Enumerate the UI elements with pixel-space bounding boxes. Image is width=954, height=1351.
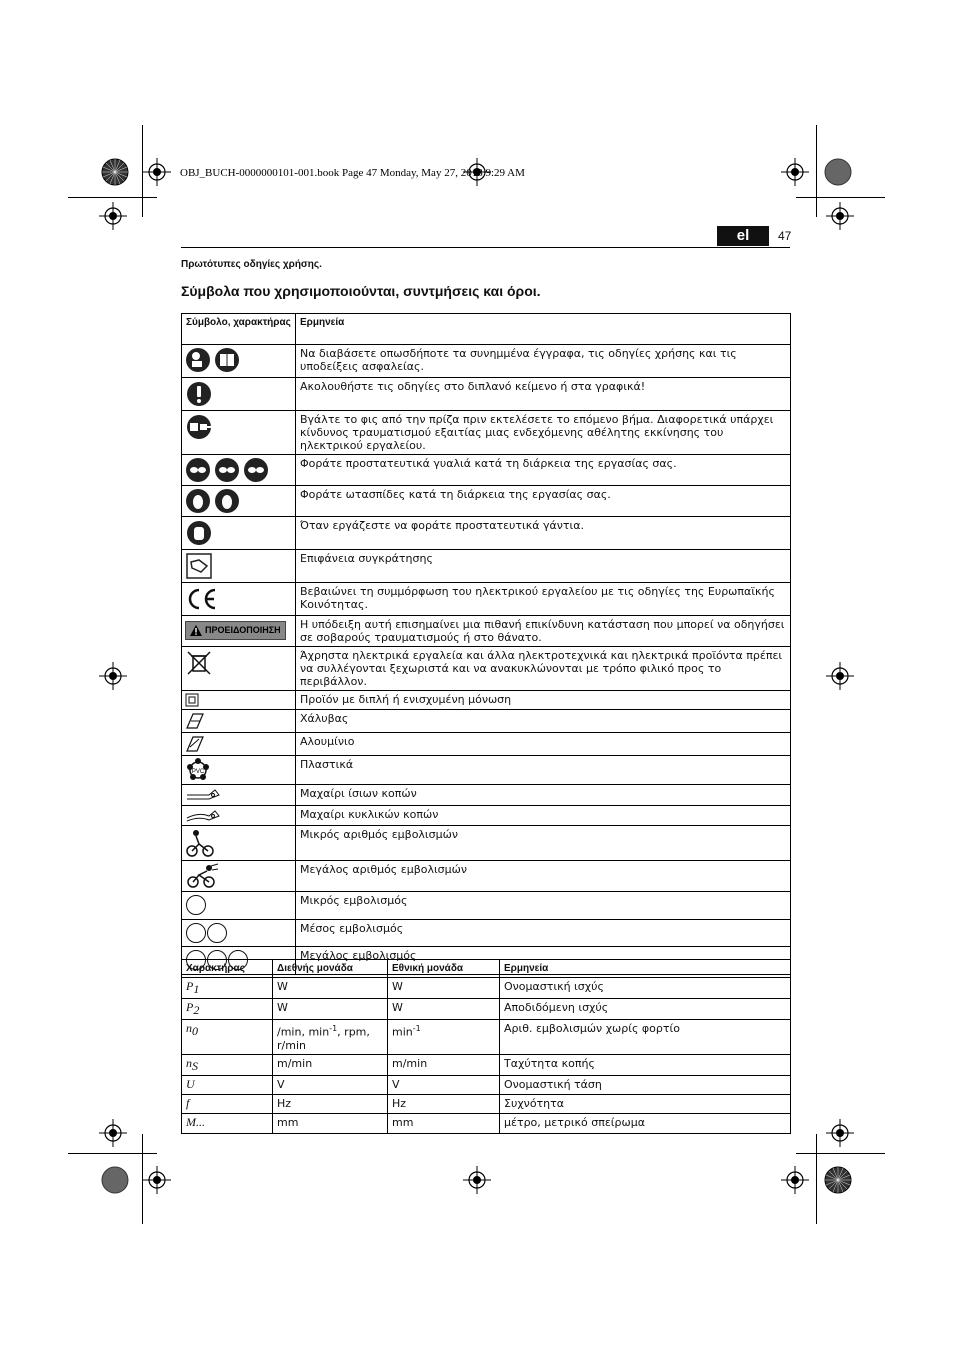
double-insulation-icon	[182, 691, 296, 710]
language-badge: el	[717, 226, 769, 246]
unit-international: W	[273, 978, 388, 999]
header-symbol: Σύμβολο, χαρακτήρας	[182, 314, 296, 345]
book-file-header: OBJ_BUCH-0000000101-001.book Page 47 Monday, May 27, 2013 9:29 AM	[180, 167, 525, 179]
gloves-icon	[182, 517, 296, 550]
symbol-row	[182, 920, 791, 947]
two-circles-icon	[182, 920, 296, 947]
symbol-row	[182, 486, 791, 517]
unit-row	[182, 1095, 791, 1114]
ear-protection-icons	[182, 486, 296, 517]
symbol-meaning: Η υπόδειξη αυτή επισημαίνει μια πιθανή επικίνδυνη κατάσταση που μπορεί να οδηγήσει σε σοβαρούς τραυματισμούς ή στο θάνατο.	[296, 616, 791, 647]
header-intl-unit: Διεθνής μονάδα	[273, 960, 388, 978]
unit-national: $\min^{-1}$	[388, 1020, 500, 1055]
warning-label-text: ΠΡΟΕΙΔΟΠΟΙΗΣΗ	[205, 625, 281, 635]
symbol-meaning: Άχρηστα ηλεκτρικά εργαλεία και άλλα ηλεκτροτεχνικά και ηλεκτρικά προϊόντα πρέπει να συλλέγονται ξεχωριστά και να ανακυκλώνονται με τρόπο φιλικό προς το περιβάλλον.	[296, 647, 791, 691]
symbol-meaning: Μεγάλος αριθμός εμβολισμών	[296, 861, 791, 892]
symbol-row	[182, 517, 791, 550]
page-number: 47	[778, 229, 792, 243]
unplug-icon	[182, 411, 296, 455]
unit-meaning: Ταχύτητα κοπής	[500, 1055, 791, 1076]
unit-national: mm	[388, 1114, 500, 1134]
unit-row	[182, 1076, 791, 1095]
symbol-meaning: Φοράτε ωτασπίδες κατά τη διάρκεια της εργασίας σας.	[296, 486, 791, 517]
symbol-row	[182, 806, 791, 826]
unit-meaning: Αριθ. εμβολισμών χωρίς φορτίο	[500, 1020, 791, 1055]
unit-row	[182, 1020, 791, 1055]
symbol-meaning: Επιφάνεια συγκράτησης	[296, 550, 791, 583]
header-interpretation: Ερμηνεία	[500, 960, 791, 978]
symbol-row	[182, 710, 791, 733]
read-manual-icons	[182, 345, 296, 378]
symbol-row	[182, 785, 791, 806]
unit-international: /min, $\min^{-1}$, rpm, r/min	[273, 1020, 388, 1055]
symbol-row	[182, 411, 791, 455]
one-circle-icon	[182, 892, 296, 920]
symbol-row	[182, 733, 791, 756]
unit-national: m/min	[388, 1055, 500, 1076]
unit-international: mm	[273, 1114, 388, 1134]
exclamation-icon	[182, 378, 296, 411]
warning-label	[185, 621, 286, 640]
aluminium-icon	[182, 733, 296, 756]
symbol-meaning: Μικρός εμβολισμός	[296, 892, 791, 920]
symbol-meaning: Φοράτε προστατευτικά γυαλιά κατά τη διάρκεια της εργασίας σας.	[296, 455, 791, 486]
grip-surface-icon	[182, 550, 296, 583]
symbol-row	[182, 455, 791, 486]
symbol-meaning: Να διαβάσετε οπωσδήποτε τα συνημμένα έγγραφα, τις οδηγίες χρήσης και τις υποδείξεις ασφαλείας.	[296, 345, 791, 378]
symbol-meaning: Πλαστικά	[296, 756, 791, 785]
symbol-row	[182, 647, 791, 691]
symbol-meaning: Μαχαίρι κυκλικών κοπών	[296, 806, 791, 826]
warning-label-icon	[182, 616, 296, 647]
units-table	[181, 959, 791, 1134]
symbol-meaning: Μαχαίρι ίσιων κοπών	[296, 785, 791, 806]
pvc-icon	[182, 756, 296, 785]
symbol-row	[182, 691, 791, 710]
unit-symbol: $P_1$	[182, 978, 273, 999]
unit-meaning: μέτρο, μετρικό σπείρωμα	[500, 1114, 791, 1134]
straight-blade-icon	[182, 785, 296, 806]
unit-meaning: Συχνότητα	[500, 1095, 791, 1114]
header-meaning: Ερμηνεία	[296, 314, 791, 345]
unit-international: W	[273, 999, 388, 1020]
unit-national: Hz	[388, 1095, 500, 1114]
symbol-meaning: Μέσος εμβολισμός	[296, 920, 791, 947]
unit-row	[182, 978, 791, 999]
unit-international: Hz	[273, 1095, 388, 1114]
symbol-row	[182, 826, 791, 861]
symbol-meaning: Μεγάλος εμβολισμός	[296, 947, 791, 975]
unit-international: V	[273, 1076, 388, 1095]
safety-glasses-icons	[182, 455, 296, 486]
unit-symbol: M...	[182, 1114, 273, 1134]
symbol-meaning: Μικρός αριθμός εμβολισμών	[296, 826, 791, 861]
weee-bin-icon	[182, 647, 296, 691]
svg-text:PVC: PVC	[191, 769, 205, 775]
unit-symbol: f	[182, 1095, 273, 1114]
symbol-meaning: Βεβαιώνει τη συμμόρφωση του ηλεκτρικού εργαλείου με τις οδηγίες της Ευρωπαϊκής Κοινότητας.	[296, 583, 791, 616]
symbol-meaning: Χάλυβας	[296, 710, 791, 733]
header-national-unit: Εθνική μονάδα	[388, 960, 500, 978]
steel-icon	[182, 710, 296, 733]
symbol-meaning: Όταν εργάζεστε να φοράτε προστατευτικά γάντια.	[296, 517, 791, 550]
fast-cyclist-icon	[182, 861, 296, 892]
symbol-row	[182, 616, 791, 647]
header-character: Χαρακτήρας	[182, 960, 273, 978]
symbol-row	[182, 583, 791, 616]
unit-symbol: U	[182, 1076, 273, 1095]
symbol-meaning: Ακολουθήστε τις οδηγίες στο διπλανό κείμενο ή στα γραφικά!	[296, 378, 791, 411]
unit-row	[182, 1055, 791, 1076]
symbol-meaning: Βγάλτε το φις από την πρίζα πριν εκτελέσετε το επόμενο βήμα. Διαφορετικά υπάρχει κίνδυνος τραυματισμού εξαιτίας μιας ενδεχόμενης αθέλητης εκκίνησης του ηλεκτρικού εργαλείου.	[296, 411, 791, 455]
symbol-row	[182, 345, 791, 378]
unit-symbol: $n_0$	[182, 1020, 273, 1055]
page-title: Σύμβολα που χρησιμοποιούνται, συντμήσεις και όροι.	[181, 283, 541, 299]
unit-symbol: $n_S$	[182, 1055, 273, 1076]
unit-meaning: Αποδιδόμενη ισχύς	[500, 999, 791, 1020]
unit-row	[182, 999, 791, 1020]
symbol-meaning: Αλουμίνιο	[296, 733, 791, 756]
curve-blade-icon	[182, 806, 296, 826]
unit-international: m/min	[273, 1055, 388, 1076]
symbol-row	[182, 892, 791, 920]
symbol-row	[182, 550, 791, 583]
header-rule	[181, 247, 790, 248]
unit-symbol: $P_2$	[182, 999, 273, 1020]
unit-meaning: Ονομαστική τάση	[500, 1076, 791, 1095]
symbol-meaning: Προϊόν με διπλή ή ενισχυμένη μόνωση	[296, 691, 791, 710]
unit-row	[182, 1114, 791, 1134]
symbol-row	[182, 756, 791, 785]
symbols-table	[181, 313, 791, 975]
symbol-row	[182, 861, 791, 892]
slow-cyclist-icon	[182, 826, 296, 861]
subtitle: Πρωτότυπες οδηγίες χρήσης.	[181, 259, 322, 270]
unit-national: W	[388, 978, 500, 999]
unit-national: V	[388, 1076, 500, 1095]
unit-national: W	[388, 999, 500, 1020]
symbol-row	[182, 378, 791, 411]
ce-mark-icon	[182, 583, 296, 616]
unit-meaning: Ονομαστική ισχύς	[500, 978, 791, 999]
